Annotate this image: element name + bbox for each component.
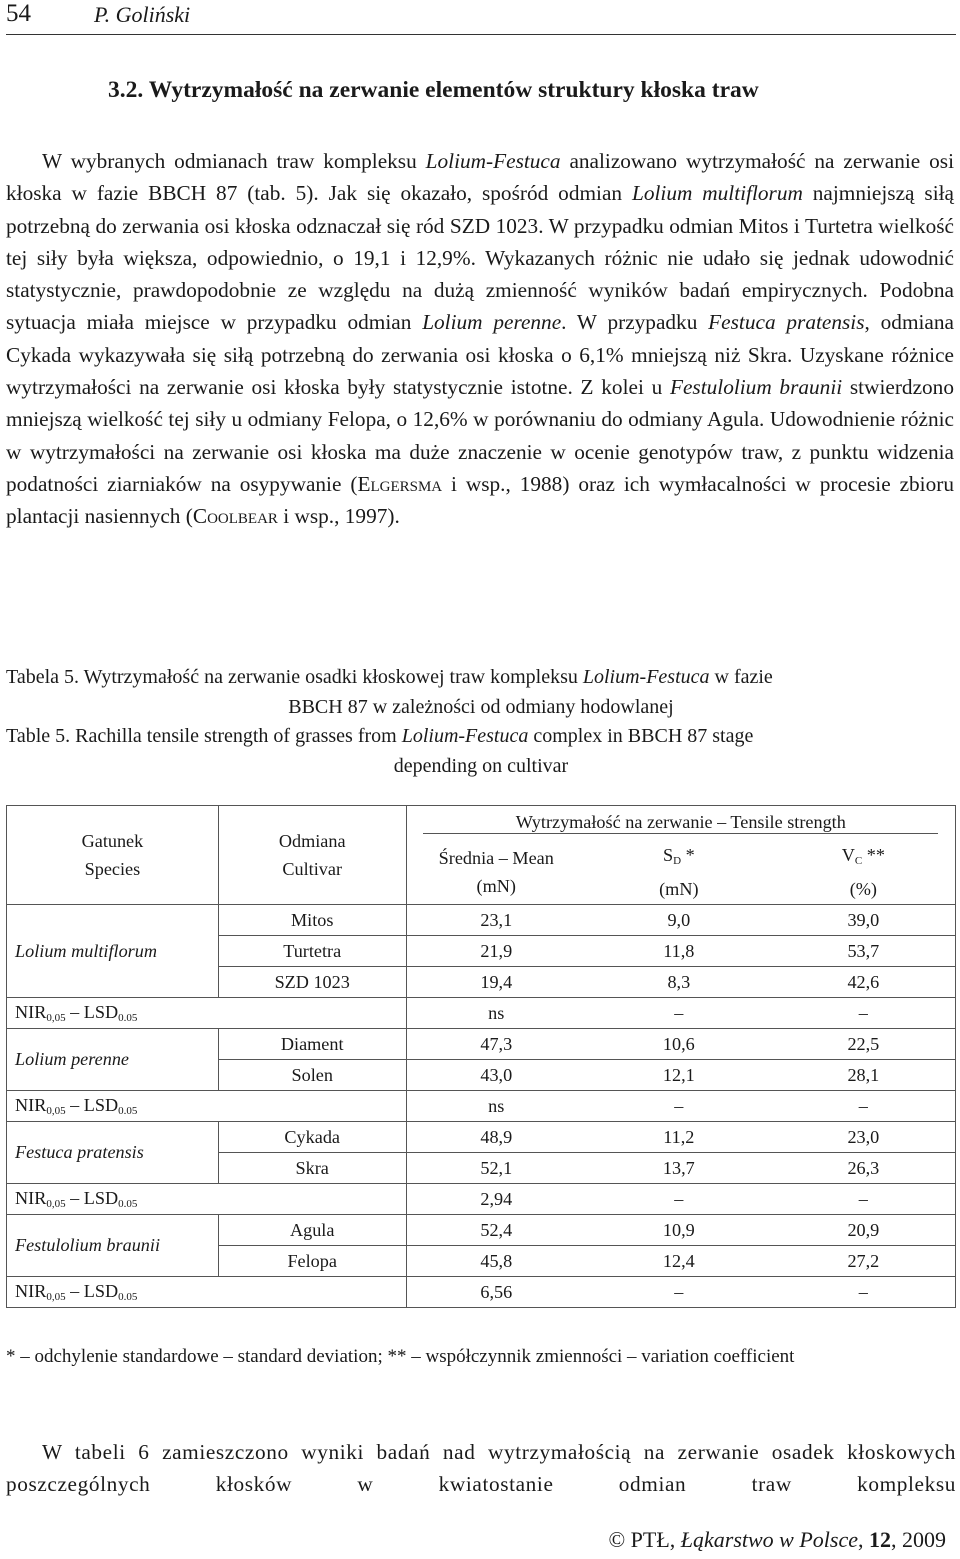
header-species: Gatunek Species	[7, 806, 219, 905]
sd-cell: 11,8	[586, 936, 772, 967]
cultivar-cell: SZD 1023	[218, 967, 406, 998]
nir-row	[7, 1277, 956, 1308]
nir-label: $NIR_{0,05} - LSD_{0.05}$	[7, 1184, 407, 1215]
nir-sd: –	[586, 1091, 772, 1122]
copyright-footer: © PTŁ, Łąkarstwo w Polsce, 12, 2009	[608, 1527, 946, 1552]
vc-cell: 22,5	[772, 1029, 956, 1060]
sd-cell: 10,6	[586, 1029, 772, 1060]
running-author: P. Goliński	[94, 2, 191, 27]
sd-cell: 12,4	[586, 1246, 772, 1277]
vc-cell: 20,9	[772, 1215, 956, 1246]
nir-row	[7, 998, 956, 1029]
cultivar-cell: Felopa	[218, 1246, 406, 1277]
caption-polish-line2: BBCH 87 w zależności od odmiany hodowlanej	[288, 695, 674, 718]
nir-mean: 2,94	[406, 1184, 586, 1215]
species-cell: Lolium perenne	[7, 1029, 219, 1091]
nir-sd: –	[586, 1184, 772, 1215]
nir-row	[7, 1091, 956, 1122]
section-title: 3.2. Wytrzymałość na zerwanie elementów struktury kłoska traw	[108, 77, 759, 103]
header-rule	[6, 34, 956, 35]
cultivar-cell: Solen	[218, 1060, 406, 1091]
header-cultivar: Odmiana Cultivar	[218, 806, 406, 905]
footnote-text: * – odchylenie standardowe – standard deviation; ** – współczynnik zmienności – variation coefficient	[6, 1346, 795, 1367]
vc-cell: 39,0	[772, 905, 956, 936]
sd-cell: 12,1	[586, 1060, 772, 1091]
caption-english-line2: depending on cultivar	[393, 754, 569, 777]
species-cell: Festuca pratensis	[7, 1122, 219, 1184]
vc-cell: 27,2	[772, 1246, 956, 1277]
header-mean: Średnia – Mean (mN)	[406, 841, 586, 905]
table-caption	[6, 663, 956, 781]
table-row	[7, 905, 956, 936]
mean-cell: 47,3	[406, 1029, 586, 1060]
nir-vc: –	[772, 1277, 956, 1308]
mean-cell: 52,1	[406, 1153, 586, 1184]
sd-cell: 9,0	[586, 905, 772, 936]
table-row	[7, 1215, 956, 1246]
sd-cell: 13,7	[586, 1153, 772, 1184]
running-header	[6, 0, 956, 36]
table-footnote	[6, 1342, 956, 1371]
cultivar-cell: Agula	[218, 1215, 406, 1246]
nir-label: $NIR_{0,05} - LSD_{0.05}$	[7, 1277, 407, 1308]
cultivar-cell: Diament	[218, 1029, 406, 1060]
vc-cell: 53,7	[772, 936, 956, 967]
table-row	[7, 1029, 956, 1060]
main-paragraph	[6, 145, 954, 533]
nir-sd: –	[586, 1277, 772, 1308]
sd-cell: 8,3	[586, 967, 772, 998]
header-sd: $S_D$ * (mN)	[586, 841, 772, 905]
vc-cell: 23,0	[772, 1122, 956, 1153]
mean-cell: 19,4	[406, 967, 586, 998]
mean-cell: 43,0	[406, 1060, 586, 1091]
cultivar-cell: Cykada	[218, 1122, 406, 1153]
nir-label: $NIR_{0,05} - LSD_{0.05}$	[7, 1091, 407, 1122]
nir-label: $NIR_{0,05} - LSD_{0.05}$	[7, 998, 407, 1029]
caption-english: Table 5. Rachilla tensile strength of grasses from Lolium-Festuca complex in BBCH 87 stage	[6, 725, 754, 748]
nir-mean: ns	[406, 998, 586, 1029]
bottom-paragraph	[6, 1436, 956, 1500]
species-cell: Festulolium braunii	[7, 1215, 219, 1277]
nir-vc: –	[772, 998, 956, 1029]
nir-vc: –	[772, 1184, 956, 1215]
table-header-row	[7, 806, 956, 841]
caption-polish: Tabela 5. Wytrzymałość na zerwanie osadki kłoskowej traw kompleksu Lolium-Festuca w fazie	[6, 666, 773, 688]
mean-cell: 45,8	[406, 1246, 586, 1277]
vc-cell: 26,3	[772, 1153, 956, 1184]
paragraph-text: W wybranych odmianach traw kompleksu Lolium-Festuca analizowano wytrzymałość na zerwanie osi kłoska w fazie BBCH 87 (tab. 5). Jak się okazało, spośród odmian Lolium multiflorum najmniejszą siłą potrzebną do zerwania osi kłoska odznaczał się ród SZD 1023. W przypadku odmian Mitos i Turtetra wielkość tej siły była większa, odpowiednio, o 19,1 i 12,9%. Wykazanych różnic nie udało się jednak udowodnić statystycznie, prawdopodobnie ze względu na dużą zmienność wyników badań empirycznych. Podobna sytuacja miała miejsce w przypadku odmian Lolium perenne. W przypadku Festuca pratensis, odmiana Cykada wykazywała się siłą potrzebną do zerwania osi kłoska o 6,1% mniejszą niż Skra. Uzyskane różnice wytrzymałości na zerwanie osi kłoska były statystycznie istotne. Z kolei u Festulolium braunii stwierdzono mniejszą wielkość tej siły u odmiany Felopa, o 12,6% w porównaniu do odmiany Agula. Udowodnienie różnic w wytrzymałości na zerwanie osi kłoska ma duże znaczenie w ocenie genotypów traw, z punktu widzenia podatności ziarniaków na osypywanie (Elgersma i wsp., 1988) oraz ich wymłacalności w procesie zbioru plantacji nasiennych (Coolbear i wsp., 1997).	[6, 149, 954, 529]
sd-cell: 11,2	[586, 1122, 772, 1153]
bottom-paragraph-text: W tabeli 6 zamieszczono wyniki badań nad wytrzymałością na zerwanie osadek kłoskowych poszczególnych kłosków w kwiatostanie odmian traw kompleksu	[6, 1440, 956, 1496]
sd-cell: 10,9	[586, 1215, 772, 1246]
vc-cell: 42,6	[772, 967, 956, 998]
cultivar-cell: Mitos	[218, 905, 406, 936]
header-vc: $V_C$ ** (%)	[772, 841, 956, 905]
mean-cell: 52,4	[406, 1215, 586, 1246]
species-cell: Lolium multiflorum	[7, 905, 219, 998]
nir-mean: ns	[406, 1091, 586, 1122]
nir-row	[7, 1184, 956, 1215]
cultivar-cell: Turtetra	[218, 936, 406, 967]
mean-cell: 21,9	[406, 936, 586, 967]
vc-cell: 28,1	[772, 1060, 956, 1091]
mean-cell: 23,1	[406, 905, 586, 936]
data-table	[6, 805, 956, 1308]
table-row	[7, 1122, 956, 1153]
page-number: 54	[6, 0, 31, 27]
cultivar-cell: Skra	[218, 1153, 406, 1184]
header-tensile-strength: Wytrzymałość na zerwanie – Tensile strength	[406, 806, 955, 841]
nir-sd: –	[586, 998, 772, 1029]
mean-cell: 48,9	[406, 1122, 586, 1153]
nir-mean: 6,56	[406, 1277, 586, 1308]
nir-vc: –	[772, 1091, 956, 1122]
